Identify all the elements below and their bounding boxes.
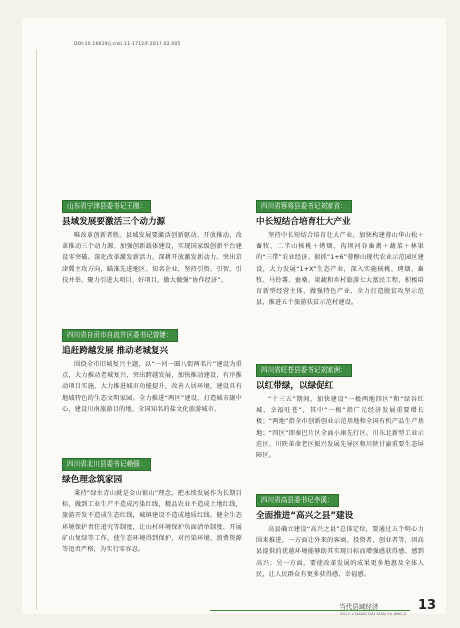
section-body: 围绕全市旧城复兴主题，以“一河一圈八街两名片”建设为重点，大力推动老城复兴，突出跨越发展，加快推动建设，有序推动项目实施，大力推进城市功能提升，改善人居环境，建设具有地域特色的生态文明家园。全力推进“两区”建设，打造城市副中心，建设川南旅游目的地、全国知名的盐文化旅游城市。 — [62, 361, 242, 413]
section-heading: 县域发展要激活三个动力源 — [62, 217, 166, 227]
left-section-2 — [62, 322, 242, 415]
journal-title: 当代县域经济 — [339, 603, 379, 611]
page-number: 13 — [418, 598, 437, 613]
section-tag: 四川省旺苍县委书记刘家洲： — [256, 364, 352, 377]
section-heading: 追赶跨越发展 推动老城复兴 — [62, 346, 169, 356]
section-body: 高县确立建设“高兴之县”总体定位，要通过五个明心力围来推进，一方面让外来的客商、投资者、创业者等，因高县提供的优越环境能够助其实现目标而增强感获得感、感到高兴；另一方面，要使改革发展的成果更多地惠及全体人民，让人民群众有更多获得感、幸福感。 — [256, 526, 424, 578]
right-section-1 — [256, 193, 424, 308]
doi-line: DOI:10.16619/j.cnki.11-1712/F.2017.02.005 — [74, 42, 181, 47]
section-tag: 山东省宁津县委书记王刚： — [62, 200, 151, 213]
section-heading: 绿色理念筑家园 — [62, 475, 123, 485]
section-body: 唯改革创新者胜。县域发展要激活创新驱动、开放推动、改革推动三个动力源。加强创新载体建设，实现国家级创新平台建设零突破。深化改革激发新活力，深耕开放激发新动力。突出京津冀主攻方向，瞄准先进地区、知名企业，坚持引资、引智、引技并举，聚力引进大项目、好项目，做大做强“协作经济”。 — [62, 232, 242, 284]
section-tag: 四川省高县委书记李溪： — [256, 494, 339, 507]
page-fold — [36, 50, 37, 610]
right-section-2 — [256, 357, 424, 461]
left-section-1 — [62, 193, 242, 286]
journal-issue: 2017.2 DANG DAI XIAN YU JING JI — [340, 611, 406, 616]
section-tag: 四川省蓉将县委书记刘家省： — [256, 200, 352, 213]
section-body: 秉持“绿水青山就是金山银山”理念，把永续发展作为长期目标，做到工业生产不造成污染红线，精品农业不造成土地红线，旅游开发不造成生态红线，城镇建设不造成地质红线。健全生态环境保护责任追究等制度，让山村环境保护负面清单制度、开展矿山复绿等工作，使生态环境得到保护，对污染环境、浪费资源等追责严格，为实行零容忍。 — [62, 490, 242, 554]
right-section-3 — [256, 487, 424, 580]
section-heading: 全面推进“高兴之县”建设 — [256, 511, 354, 521]
section-body: 坚持中长短结合培育壮大产业，加快构建蓉山华山松＋畜牧、二半山核桃＋烤烟、沟坝河谷畜禽＋蔬菜＋林果的“三带”农业经济。狠抓“1+6”蓉醇山现代农业示范园区建设，大力发展“1+X”生态产业，深入实施核桃、烤烟、畜牧、马铃薯、蚕桑、果蔬和乡村旅游七大富民工程，积极培育新型经营主体，做强特色产业，全力打造脱贫攻坚示范县，推进五个旅游扶贫示范村建设。 — [256, 232, 424, 307]
left-section-3 — [62, 451, 242, 555]
section-tag: 四川省北川县委书记赖强： — [62, 458, 151, 471]
section-body: “十三五”期间，加快建设“一极两地四区”和“绿谷红城、幸福旺苍”，其中“一极”指广元经济发展重要增长极；“两地”指全市创新创业示范基地和全国有机产品生产基地；“四区”即秦巴片区全面小康先行区、川东北新型工业示范区、川陕革命老区振兴发展先导区和川陕甘渝重要生态屏障区。 — [256, 396, 424, 460]
section-heading: 以红带绿，以绿促红 — [256, 381, 334, 391]
section-tag: 四川省自贡市自流井区委书记曾婕： — [62, 329, 178, 342]
section-heading: 中长短结合培育壮大产业 — [256, 217, 351, 227]
